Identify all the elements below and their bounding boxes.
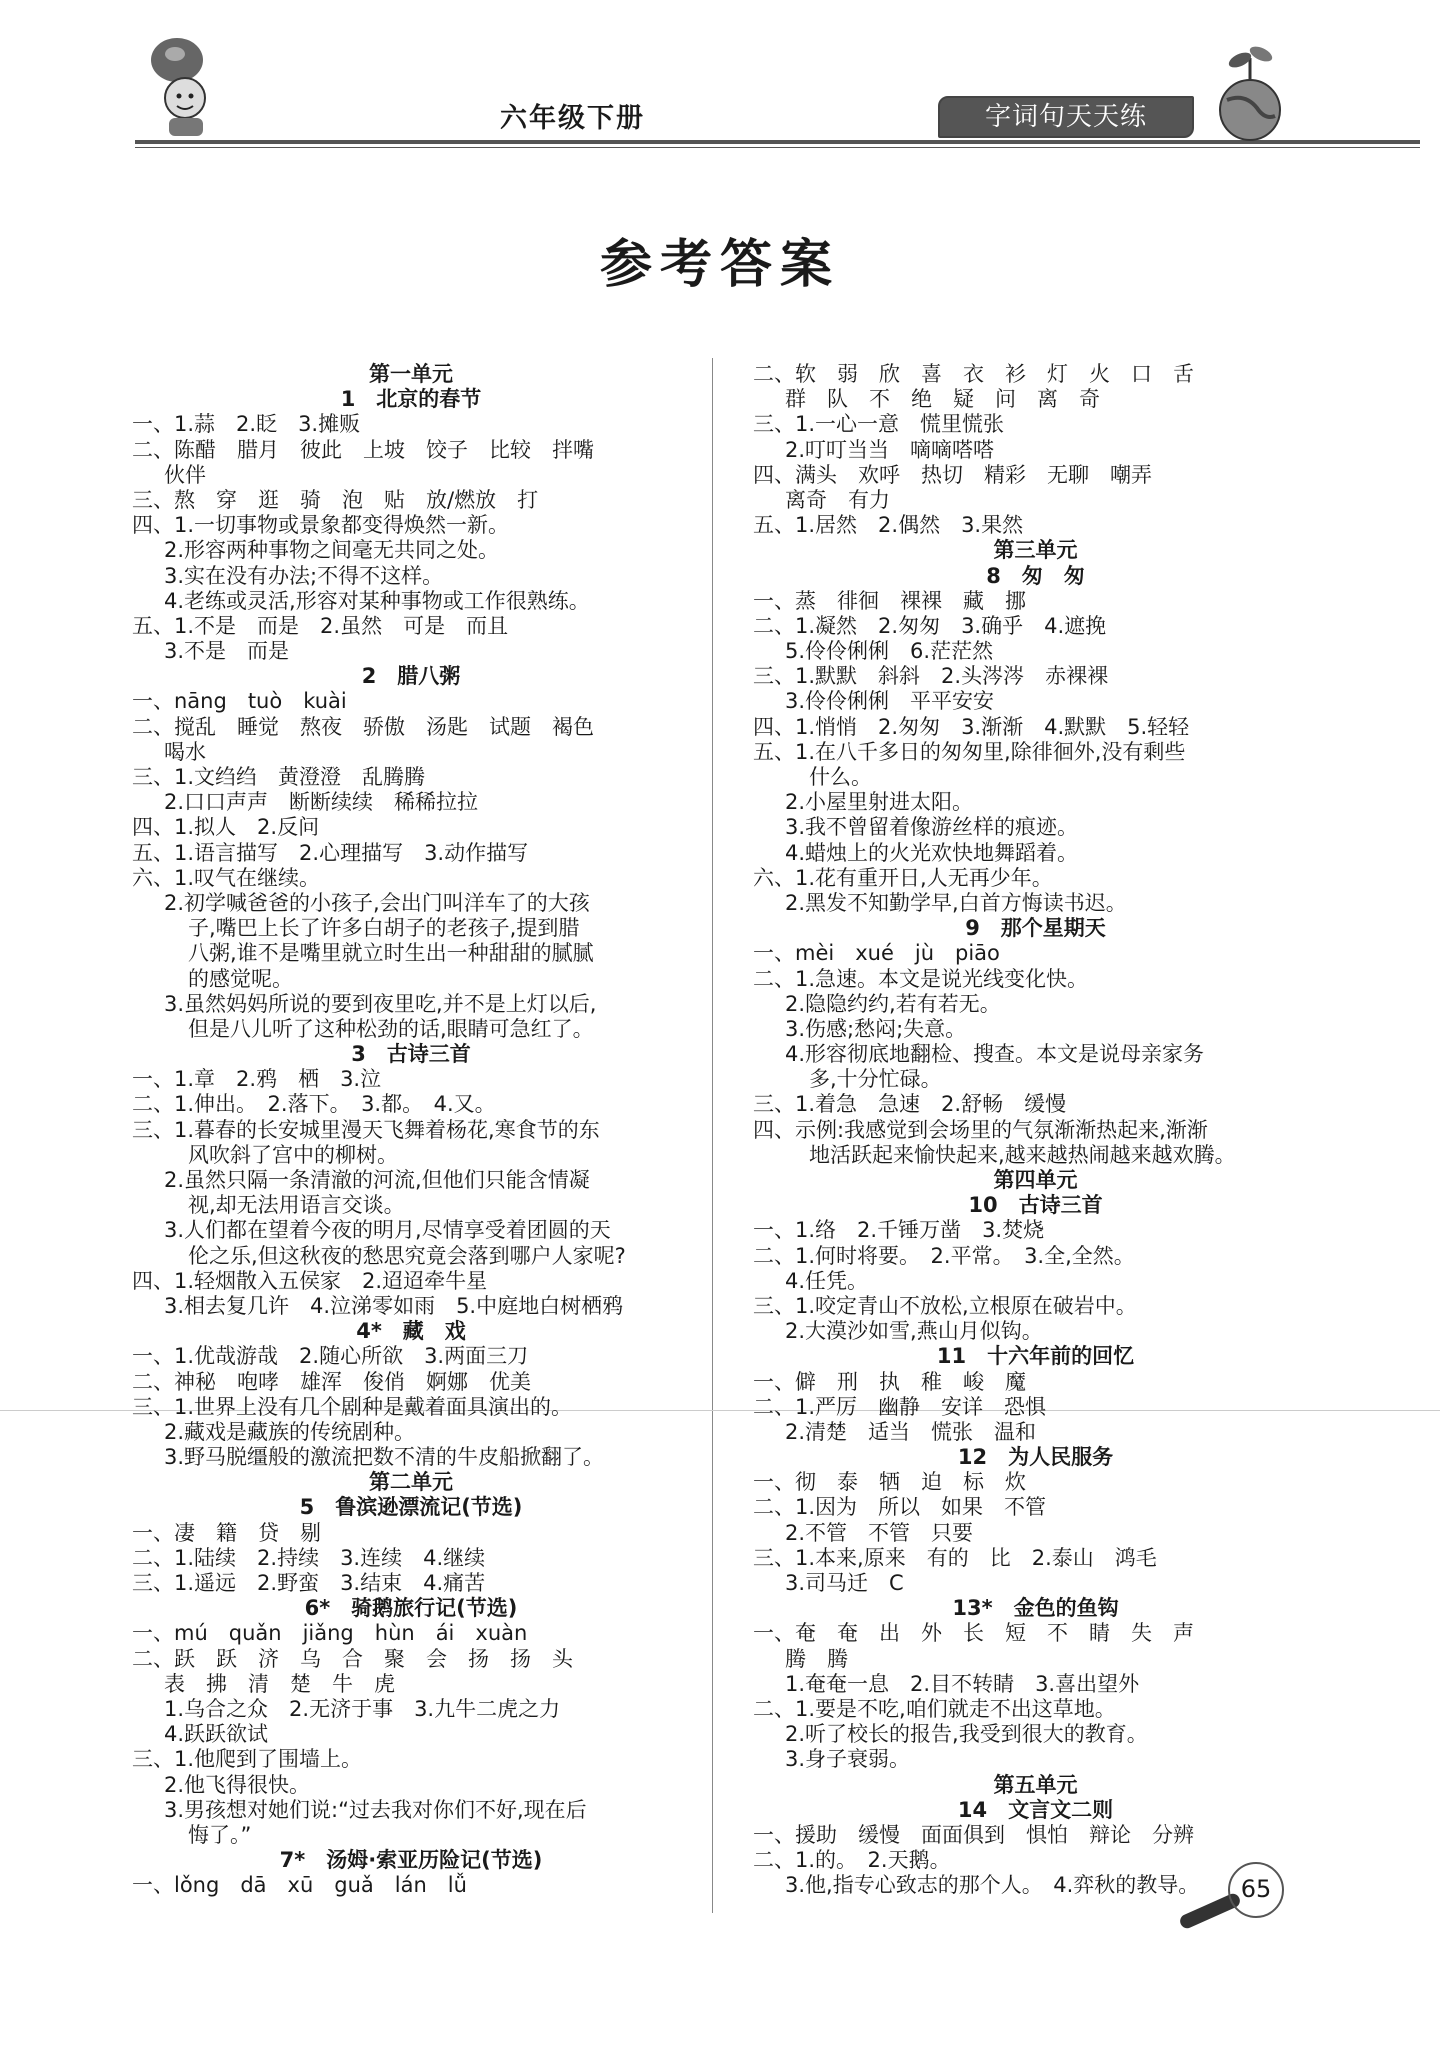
answer-line: 表 拂 清 楚 牛 虎 — [164, 1671, 395, 1696]
answer-line: 2.不管 不管 只要 — [785, 1520, 974, 1545]
answer-line: 2.黑发不知勤学早,白首方悔读书迟。 — [785, 890, 1127, 915]
globe-plant-icon — [1205, 38, 1295, 148]
answer-line: 4.蜡烛上的火光欢快地舞蹈着。 — [785, 840, 1079, 865]
section-heading: 第二单元 — [369, 1470, 453, 1495]
answer-line: 伙伴 — [164, 462, 206, 487]
answer-line: 二、陈醋 腊月 彼此 上坡 饺子 比较 拌嘴 — [132, 437, 594, 462]
answer-line: 2.小屋里射进太阳。 — [785, 790, 974, 815]
answer-line: 3.我不曾留着像游丝样的痕迹。 — [785, 815, 1079, 840]
answer-line: 三、熬 穿 逛 骑 泡 贴 放/燃放 打 — [132, 487, 539, 512]
answer-column-left — [132, 362, 690, 1898]
answer-line: 3.伶伶俐俐 平平安安 — [785, 689, 995, 714]
answer-line: 三、1.着急 急速 2.舒畅 缓慢 — [753, 1092, 1067, 1117]
answer-line: 四、满头 欢呼 热切 精彩 无聊 嘲弄 — [753, 462, 1152, 487]
answer-line: 1.奄奄一息 2.目不转睛 3.喜出望外 — [785, 1671, 1140, 1696]
answer-line: 3.野马脱缰般的激流把数不清的牛皮船掀翻了。 — [164, 1445, 605, 1470]
answer-line: 4.跃跃欲试 — [164, 1722, 269, 1747]
answer-line: 三、1.默默 斜斜 2.头涔涔 赤裸裸 — [753, 664, 1109, 689]
chef-mascot-icon — [135, 30, 230, 140]
answer-line: 五、1.居然 2.偶然 3.果然 — [753, 513, 1024, 538]
answer-line: 4.任凭。 — [785, 1268, 869, 1293]
answer-line: 一、nāng tuò kuài — [132, 689, 347, 714]
answer-line: 一、lǒng dā xū guǎ lán lǚ — [132, 1873, 467, 1898]
answer-line: 但是八儿听了这种松劲的话,眼睛可急红了。 — [188, 1016, 594, 1041]
answer-line: 3.实在没有办法;不得不这样。 — [164, 563, 444, 588]
answer-line: 二、软 弱 欣 喜 衣 衫 灯 火 口 舌 — [753, 362, 1194, 386]
answer-line: 腾 腾 — [785, 1646, 848, 1671]
answer-line: 四、1.拟人 2.反问 — [132, 815, 320, 840]
answer-line: 2.大漠沙如雪,燕山月似钩。 — [785, 1319, 1043, 1344]
answer-line: 一、彻 泰 牺 迫 标 炊 — [753, 1470, 1026, 1495]
answer-line: 三、1.暮春的长安城里漫天飞舞着杨花,寒食节的东 — [132, 1117, 600, 1142]
answer-line: 多,十分忙碌。 — [809, 1067, 942, 1092]
grade-label: 六年级下册 — [500, 103, 645, 134]
section-heading: 14 文言文二则 — [957, 1797, 1114, 1822]
column-divider — [712, 358, 713, 1913]
answer-line: 四、1.一切事物或景象都变得焕然一新。 — [132, 513, 510, 538]
answer-line: 5.伶伶俐俐 6.茫茫然 — [785, 639, 994, 664]
answer-line: 3.虽然妈妈所说的要到夜里吃,并不是上灯以后, — [164, 991, 597, 1016]
answer-line: 二、1.凝然 2.匆匆 3.确乎 4.遮挽 — [753, 613, 1107, 638]
answer-line: 一、1.优哉游哉 2.随心所欲 3.两面三刀 — [132, 1344, 529, 1369]
answer-line: 三、1.世界上没有几个剧种是戴着面具演出的。 — [132, 1394, 573, 1419]
answer-line: 三、1.本来,原来 有的 比 2.泰山 鸿毛 — [753, 1545, 1157, 1570]
section-heading: 第一单元 — [369, 362, 453, 386]
answer-line: 地活跃起来愉快起来,越来越热闹越来越欢腾。 — [809, 1142, 1236, 1167]
page-header — [0, 0, 1440, 190]
answer-line: 3.男孩想对她们说:“过去我对你们不好,现在后 — [164, 1797, 587, 1822]
answer-line: 五、1.不是 而是 2.虽然 可是 而且 — [132, 613, 509, 638]
section-heading: 6* 骑鹅旅行记(节选) — [304, 1596, 518, 1621]
section-heading: 11 十六年前的回忆 — [936, 1344, 1135, 1369]
answer-line: 二、搅乱 睡觉 熬夜 骄傲 汤匙 试题 褐色 — [132, 714, 594, 739]
answer-line: 4.形容彻底地翻检、搜查。本文是说母亲家务 — [785, 1042, 1205, 1067]
answer-line: 二、1.伸出。 2.落下。 3.都。 4.又。 — [132, 1092, 496, 1117]
answer-line: 3.他,指专心致志的那个人。 4.弈秋的教导。 — [785, 1873, 1200, 1898]
answer-line: 六、1.花有重开日,人无再少年。 — [753, 865, 1053, 890]
answer-line: 三、1.他爬到了围墙上。 — [132, 1747, 363, 1772]
answer-line: 2.听了校长的报告,我受到很大的教育。 — [785, 1722, 1148, 1747]
answer-line: 风吹斜了宫中的柳树。 — [188, 1142, 398, 1167]
section-heading: 2 腊八粥 — [361, 664, 461, 689]
answer-line: 2.隐隐约约,若有若无。 — [785, 991, 1001, 1016]
section-heading: 第五单元 — [993, 1772, 1078, 1797]
answer-line: 什么。 — [809, 765, 872, 789]
section-heading: 9 那个星期天 — [965, 916, 1106, 941]
page-number: 65 — [1228, 1862, 1284, 1918]
answer-line: 离奇 有力 — [785, 487, 890, 512]
answer-line: 的感觉呢。 — [188, 966, 293, 991]
answer-line: 2.清楚 适当 慌张 温和 — [785, 1419, 1037, 1444]
section-heading: 10 古诗三首 — [968, 1193, 1103, 1218]
answer-line: 2.口口声声 断断续续 稀稀拉拉 — [164, 790, 479, 815]
answer-line: 二、1.严厉 幽静 安详 恐惧 — [753, 1394, 1047, 1419]
answer-line: 一、mú quǎn jiǎng hùn ái xuàn — [132, 1621, 528, 1646]
answer-line: 一、凄 籍 贷 剔 — [132, 1520, 321, 1545]
answer-line: 一、奄 奄 出 外 长 短 不 睛 失 声 — [753, 1621, 1194, 1646]
answer-line: 子,嘴巴上长了许多白胡子的老孩子,提到腊 — [188, 916, 580, 941]
answer-line: 一、援助 缓慢 面面俱到 惧怕 辩论 分辨 — [753, 1822, 1194, 1847]
section-heading: 3 古诗三首 — [351, 1042, 471, 1067]
answer-column-right — [753, 362, 1318, 1898]
section-heading: 5 鲁滨逊漂流记(节选) — [299, 1495, 523, 1520]
answer-line: 3.司马迁 C — [785, 1571, 904, 1595]
answer-line: 3.身子衰弱。 — [785, 1747, 911, 1772]
answer-line: 二、1.陆续 2.持续 3.连续 4.继续 — [132, 1545, 486, 1570]
answer-line: 五、1.在八千多日的匆匆里,除徘徊外,没有剩些 — [753, 739, 1186, 764]
answer-line: 二、1.急速。本文是说光线变化快。 — [753, 966, 1089, 991]
answer-line: 二、1.何时将要。 2.平常。 3.全,全然。 — [753, 1243, 1135, 1268]
section-heading: 7* 汤姆·索亚历险记(节选) — [279, 1848, 543, 1873]
answer-line: 一、僻 刑 执 稚 峻 魔 — [753, 1369, 1026, 1394]
answer-line: 4.老练或灵活,形容对某种事物或工作很熟练。 — [164, 588, 590, 613]
answer-line: 3.相去复几许 4.泣涕零如雨 5.中庭地白树栖鸦 — [164, 1293, 624, 1318]
answer-line: 二、1.要是不吃,咱们就走不出这草地。 — [753, 1696, 1116, 1721]
answer-line: 二、1.的。 2.天鹅。 — [753, 1848, 951, 1873]
answer-line: 三、1.一心一意 慌里慌张 — [753, 412, 1005, 437]
series-label: 字词句天天练 — [938, 96, 1194, 138]
answer-line: 三、1.文绉绉 黄澄澄 乱腾腾 — [132, 765, 426, 789]
answer-line: 二、1.因为 所以 如果 不管 — [753, 1495, 1047, 1520]
section-heading: 12 为人民服务 — [957, 1445, 1114, 1470]
answer-line: 一、1.络 2.千锤万凿 3.焚烧 — [753, 1218, 1045, 1243]
answer-line: 二、跃 跃 济 乌 合 聚 会 扬 扬 头 — [132, 1646, 573, 1671]
answer-line: 3.伤感;愁闷;失意。 — [785, 1016, 967, 1041]
answer-line: 3.不是 而是 — [164, 639, 290, 664]
answer-line: 群 队 不 绝 疑 问 离 奇 — [785, 387, 1100, 412]
answer-line: 1.乌合之众 2.无济于事 3.九牛二虎之力 — [164, 1696, 561, 1721]
answer-line: 一、1.蒜 2.眨 3.摊贩 — [132, 412, 361, 437]
answer-line: 四、1.轻烟散入五侯家 2.迢迢牵牛星 — [132, 1268, 488, 1293]
answer-line: 一、1.章 2.鸦 栖 3.泣 — [132, 1067, 382, 1092]
section-heading: 第四单元 — [993, 1168, 1078, 1192]
answer-line: 2.他飞得很快。 — [164, 1772, 311, 1797]
answer-line: 2.形容两种事物之间毫无共同之处。 — [164, 538, 500, 563]
answer-line: 六、1.叹气在继续。 — [132, 865, 321, 890]
answer-line: 2.初学喊爸爸的小孩子,会出门叫洋车了的大孩 — [164, 890, 590, 915]
section-heading: 4* 藏 戏 — [356, 1319, 466, 1344]
answer-line: 悔了。” — [188, 1822, 252, 1847]
answer-line: 喝水 — [164, 739, 206, 764]
answer-line: 三、1.咬定青山不放松,立根原在破岩中。 — [753, 1293, 1137, 1318]
answer-line: 四、示例:我感觉到会场里的气氛渐渐热起来,渐渐 — [753, 1117, 1208, 1142]
answer-line: 二、神秘 咆哮 雄浑 俊俏 婀娜 优美 — [132, 1369, 531, 1394]
answer-line: 三、1.遥远 2.野蛮 3.结束 4.痛苦 — [132, 1571, 486, 1595]
section-heading: 8 匆 匆 — [986, 563, 1085, 588]
page-title: 参考答案 — [599, 234, 840, 295]
section-heading: 13* 金色的鱼钩 — [952, 1596, 1119, 1621]
answer-line: 八粥,谁不是嘴里就立时生出一种甜甜的腻腻 — [188, 941, 594, 966]
answer-line: 伦之乐,但这秋夜的愁思究竟会落到哪户人家呢? — [188, 1243, 626, 1268]
answer-line: 2.叮叮当当 嘀嘀嗒嗒 — [785, 437, 995, 462]
answer-line: 五、1.语言描写 2.心理描写 3.动作描写 — [132, 840, 529, 865]
section-heading: 第三单元 — [993, 538, 1078, 563]
answer-line: 视,却无法用语言交谈。 — [188, 1193, 405, 1218]
answer-line: 3.人们都在望着今夜的明月,尽情享受着团圆的天 — [164, 1218, 611, 1243]
answer-line: 四、1.悄悄 2.匆匆 3.渐渐 4.默默 5.轻轻 — [753, 714, 1190, 739]
answer-line: 2.藏戏是藏族的传统剧种。 — [164, 1419, 416, 1444]
answer-line: 一、mèi xué jù piāo — [753, 941, 1000, 966]
answer-line: 一、蒸 徘徊 裸裸 藏 挪 — [753, 588, 1026, 613]
section-heading: 1 北京的春节 — [340, 387, 482, 412]
answer-line: 2.虽然只隔一条清澈的河流,但他们只能含情凝 — [164, 1168, 590, 1192]
